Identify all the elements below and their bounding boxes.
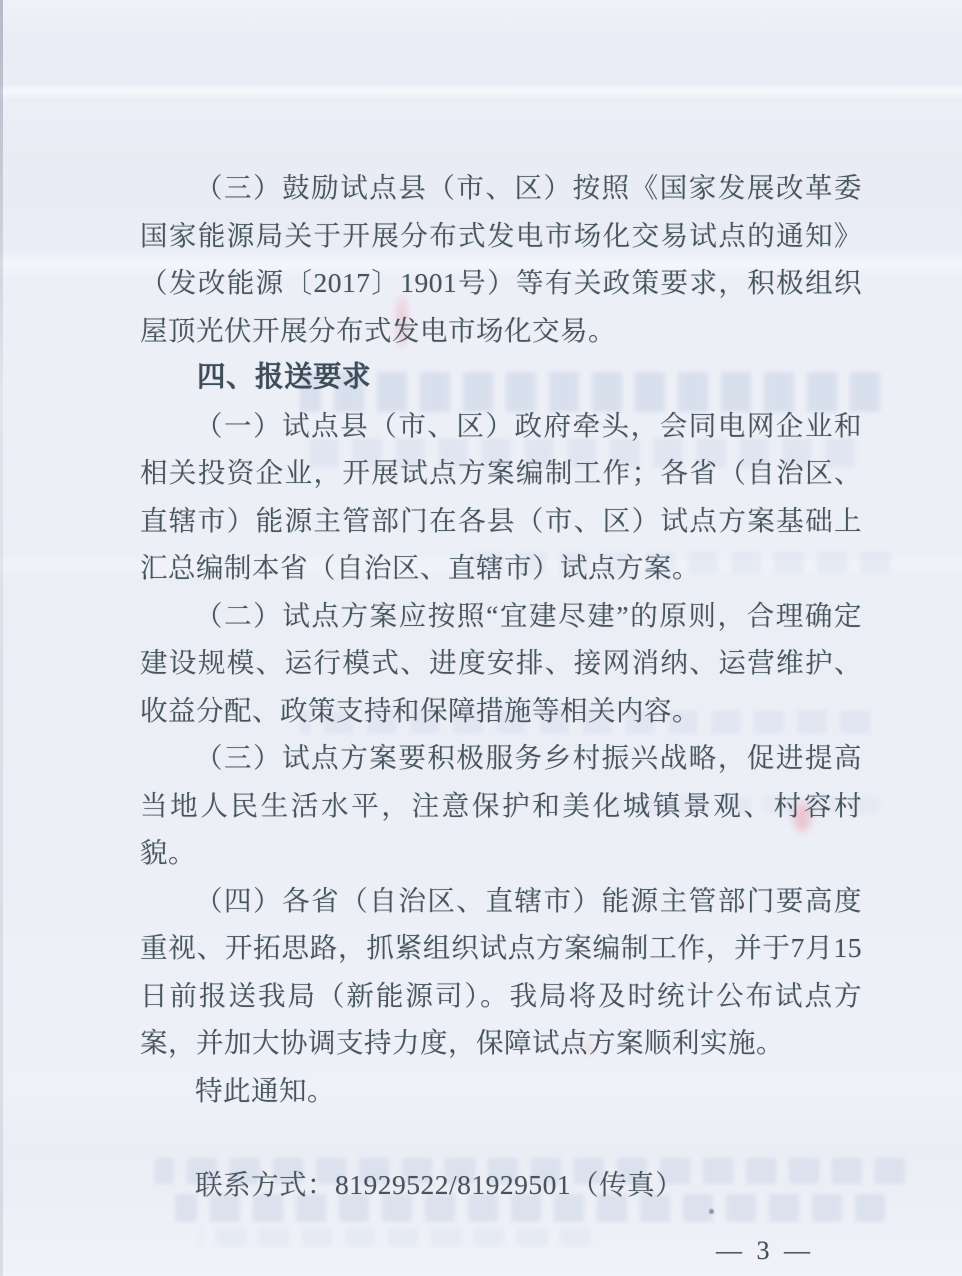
closing-line: 特此通知。	[195, 1074, 335, 1106]
paragraph-item3: （三）试点方案要积极服务乡村振兴战略，促进提高当地人民生活水平，注意保护和美化城镇景观、村容村貌。	[140, 742, 862, 868]
scan-edge-artifact	[0, 0, 3, 1276]
contact-line: 联系方式：81929522/81929501（传真）	[195, 1169, 684, 1200]
scan-speck	[709, 1209, 714, 1214]
document-body	[140, 164, 862, 1209]
section4-heading: 四、报送要求	[197, 362, 372, 393]
page-number: — 3 —	[716, 1236, 814, 1265]
paragraph-section3-item3: （三）鼓励试点县（市、区）按照《国家发展改革委 国家能源局关于开展分布式发电市场化交易试点的通知》（发改能源〔2017〕1901号）等有关政策要求，积极组织屋顶光伏开展分布式发电市场化交易。	[140, 172, 862, 346]
paragraph-item4: （四）各省（自治区、直辖市）能源主管部门要高度重视、开拓思路，抓紧组织试点方案编制工作，并于7月15日前报送我局（新能源司）。我局将及时统计公布试点方案，并加大协调支持力度，保障试点方案顺利实施。	[140, 884, 862, 1058]
paragraph-item1: （一）试点县（市、区）政府牵头，会同电网企业和相关投资企业，开展试点方案编制工作；各省（自治区、直辖市）能源主管部门在各县（市、区）试点方案基础上汇总编制本省（自治区、直辖市）试点方案。	[140, 409, 862, 583]
bleed-through-row	[200, 1228, 590, 1246]
paragraph-item2: （二）试点方案应按照“宜建尽建”的原则，合理确定建设规模、运行模式、进度安排、接网消纳、运营维护、收益分配、政策支持和保障措施等相关内容。	[140, 599, 862, 726]
